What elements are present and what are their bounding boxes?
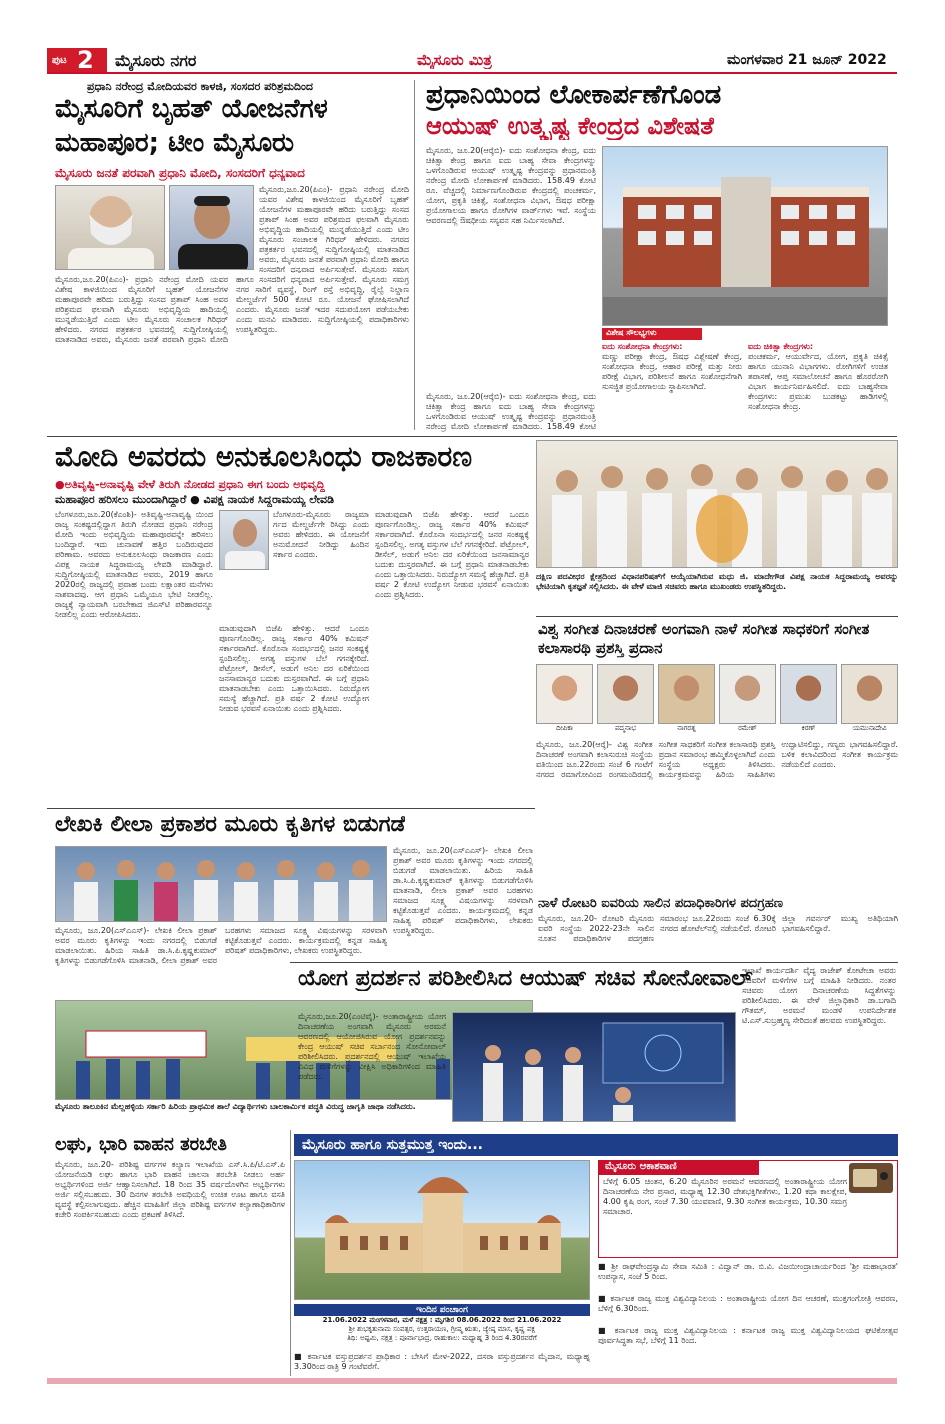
story-music-award [536,440,898,805]
story-subhead-line1: ●ಅತಿವೃಷ್ಟಿ-ಅನಾವೃಷ್ಟಿ ವೇಳೆ ತಿರುಗಿ ನೋಡದ ಪ್ರಧಾನಿ ಈಗ ಬಂದು ಅಭಿವೃದ್ಧಿ [55,478,325,491]
portrait-name: ರಮೇಶ್ [738,724,757,732]
portrait-card [780,664,837,738]
paper-name: ಮೈಸೂರು ಮಿತ್ರ [417,51,492,69]
story-vehicle-training [47,1134,287,1374]
portrait-strip [536,664,898,738]
person-illustration-icon [56,186,165,270]
mysore-palace-illustration-icon [295,1161,590,1300]
story-body: ಬೆಂಗಳೂರು,ಜೂ.20(ಕೆಎಂಶಿ)- ಅತಿವೃಷ್ಟಿ-ಅನಾವೃಷ್ಟಿ ಯಿಂದ ರಾಜ್ಯ ಸಂಕಷ್ಟದಲ್ಲಿದ್ದಾಗ ತಿರುಗಿ ನೋಡದ ಪ್ರಧಾನಿ ನರೇಂದ್ರ ಮೋದಿ ಇಂದು ಅಭಿವೃದ್ಧಿಯ ಮಹಾಪೂರವನ್ನೇ ಹರಿಸಲು ಬಂದಿದ್ದಾರೆ. ಇದು ಚುನಾವಣೆ ಹತ್ತಿರ ಬಂದಿರುವುದರ ಪರಿಣಾಮ. ಅವರದು ಅನುಕೂಲಸಿಂಧು ರಾಜಕಾರಣ ಎಂದು ವಿಪಕ್ಷ ನಾಯಕ ಸಿದ್ದರಾಮಯ್ಯ ಲೇವಡಿ ಮಾಡಿದ್ದಾರೆ. ಸುದ್ದಿಗೋಷ್ಠಿಯಲ್ಲಿ ಮಾತನಾಡಿದ ಅವರು, 2019 ಹಾಗೂ 2020ರಲ್ಲಿ ರಾಜ್ಯದಲ್ಲಿ ಪ್ರವಾಹ ಬಂದು ಲಕ್ಷಾಂತರ ಮನೆಗಳು ನಾಶವಾದವು. ಆಗ ಪ್ರಧಾನಿ ಒಮ್ಮೆಯೂ ಭೇಟಿ ನೀಡಲಿಲ್ಲ. ರಾಜ್ಯಕ್ಕೆ ನ್ಯಾಯವಾಗಿ ಬರಬೇಕಾದ ಜಿಎಸ್‍ಟಿ ಪರಿಹಾರವನ್ನೂ ನೀಡಲಿಲ್ಲ ಎಂದು ಆರೋಪಿಸಿದರು. [55,510,213,619]
portrait-name: ಪದ್ಮನಾಭ [614,724,637,732]
listings-section [294,1134,898,1374]
minister-photo [452,1012,736,1122]
photo-caption-label: ವಿಶೇಷ ಸೌಲಭ್ಯಗಳು [602,328,702,340]
side-box-treatment [748,342,888,432]
side-title: ಐದು ಸಂಶೋಧನಾ ಕೇಂದ್ರಗಳು: [602,342,683,351]
person-illustration-icon [170,186,254,270]
story-rotary [538,896,898,956]
book-release-photo [55,846,387,922]
story-mysuru-projects [47,80,412,435]
story-body: ಮೈಸೂರು, ಜೂ.20(ಎಸ್‍ಎಎಸ್)- ಲೇಖಕಿ ಲೀಲಾ ಪ್ರಕಾಶ್ ಅವರ ಮೂರು ಕೃತಿಗಳನ್ನು ಇಂದು ನಗರದಲ್ಲಿ ಬಿಡುಗಡೆ ಮಾಡಲಾಯಿತು. ಹಿರಿಯ ಸಾಹಿತಿ ಡಾ.ಸಿ.ಪಿ.ಕೃಷ್ಣಕುಮಾರ್ ಕೃತಿಗಳನ್ನು ಬಿಡುಗಡೆಗೊಳಿಸಿ ಮಾತನಾಡಿ, ಲೀಲಾ ಪ್ರಕಾಶ್ ಅವರ ಬರಹಗಳು ಸಮಾಜದ ಸೂಕ್ಷ್ಮ ವಿಷಯಗಳನ್ನು ಸರಳವಾಗಿ ಕಟ್ಟಿಕೊಡುತ್ತವೆ ಎಂದರು. ಕಾರ್ಯಕ್ರಮದಲ್ಲಿ ಕನ್ನಡ ಸಾಹಿತ್ಯ ಪರಿಷತ್ ಪದಾಧಿಕಾರಿಗಳು, ಲೇಖಕರು ಉಪಸ್ಥಿತರಿದ್ದರು. [393,846,533,935]
portrait-card [719,664,776,738]
story-body-left: ಮೈಸೂರು,ಜೂ.20(ಎಂಟಿವೈ)- ಅಂತಾರಾಷ್ಟ್ರೀಯ ಯೋಗ ದಿನಾಚರಣೆಯ ಅಂಗವಾಗಿ ಮೈಸೂರು ಅರಮನೆ ಆವರಣದಲ್ಲಿ ಆಯೋಜಿಸಿರುವ ಯೋಗ ಪ್ರದರ್ಶನವನ್ನು ಕೇಂದ್ರ ಆಯುಷ್ ಸಚಿವ ಸರ್ಬಾನಂದ ಸೋನೋವಾಲ್ ಪರಿಶೀಲಿಸಿದರು. ಪ್ರದರ್ಶನದಲ್ಲಿ ಆಯುಷ್ ಇಲಾಖೆಯ ವಿವಿಧ ಮಳಿಗೆಗಳನ್ನು ವೀಕ್ಷಿಸಿ ಅಧಿಕಾರಿಗಳಿಂದ ಮಾಹಿತಿ ಪಡೆದರು. [298,1012,446,1081]
story-subhead-line2: ಮಹಾಪೂರ ಹರಿಸಲು ಮುಂದಾಗಿದ್ದಾರೆ ● ವಿಪಕ್ಷ ನಾಯಕ ಸಿದ್ದರಾಮಯ್ಯ ಲೇವಡಿ [55,493,334,506]
story-ayush-centre [418,80,898,435]
radio-body: ಬೆಳಿಗ್ಗೆ 6.05 ಚಿಂತನ, 6.20 ಮೈಸೂರಿನ ಅರಮನೆ ಆವರಣದಲ್ಲಿ ಅಂತಾರಾಷ್ಟ್ರೀಯ ಯೋಗ ದಿನಾಚರಣೆಯ ನೇರ ಪ್ರಸಾರ, ಮಧ್ಯಾಹ್ನ 12.30 ದೇಶಭಕ್ತಿಗೀತೆಗಳು, 1.20 ಕಥಾ ಕಾಲಕ್ಷೇಪ, 4.00 ಕೃಷಿ ರಂಗ, ಸಂಜೆ 7.30 ಯುವವಾಣಿ, 9.30 ಸಂಗೀತ ಕಾರ್ಯಕ್ರಮ, 10.30 ಸಮಗ್ರ ಸಮಾಚಾರ. [603,1177,847,1216]
story-body: ಮೈಸೂರು,ಜೂ.20(ಪಿಎಂ)- ಪ್ರಧಾನಿ ನರೇಂದ್ರ ಮೋದಿ ಯವರ ವಿಶೇಷ ಕಾಳಜಿಯಿಂದ ಮೈಸೂರಿಗೆ ಬೃಹತ್ ಯೋಜನೆಗಳ ಮಹಾಪೂರವೇ ಹರಿದು ಬರುತ್ತಿದ್ದು ಸಂಸದ ಪ್ರತಾಪ್ ಸಿಂಹ ಅವರ ಪರಿಶ್ರಮದ ಫಲವಾಗಿ ಮೈಸೂರು ಅಭಿವೃದ್ಧಿಯ ಹಾದಿಯಲ್ಲಿ ಮುನ್ನಡೆಯುತ್ತಿದೆ ಎಂದು ಟೀಂ ಮೈಸೂರು ಸಂಚಾಲಕ ಗಿರಿಧರ್ ಹೇಳಿದರು. ನಗರದ ಪತ್ರಕರ್ತರ ಭವನದಲ್ಲಿ ಸುದ್ದಿಗೋಷ್ಠಿಯಲ್ಲಿ ಮಾತನಾಡಿದ ಅವರು, ಮೈಸೂರು ಜನತೆ ಪರವಾಗಿ ಪ್ರಧಾನಿ ಮೋದಿ ಹಾಗೂ ಸಂಸದರಿಗೆ ಧನ್ಯವಾದ ಅರ್ಪಿಸುತ್ತೇವೆ. ಮೈಸೂರು ಸಮಗ್ರ [259,185,409,273]
story-body-cont: ಮೈಸೂರು,ಜೂ.20(ಪಿಎಂ)- ಪ್ರಧಾನಿ ನರೇಂದ್ರ ಮೋದಿ ಯವರ ವಿಶೇಷ ಕಾಳಜಿಯಿಂದ ಮೈಸೂರಿಗೆ ಬೃಹತ್ ಯೋಜನೆಗಳ ಮಹಾಪೂರವೇ ಹರಿದು ಬರುತ್ತಿದ್ದು ಸಂಸದ ಪ್ರತಾಪ್ ಸಿಂಹ ಅವರ ಪರಿಶ್ರಮದ ಫಲವಾಗಿ ಮೈಸೂರು ಅಭಿವೃದ್ಧಿಯ ಹಾದಿಯಲ್ಲಿ ಮುನ್ನಡೆಯುತ್ತಿದೆ ಎಂದು ಟೀಂ ಮೈಸೂರು ಸಂಚಾಲಕ ಗಿರಿಧರ್ ಹೇಳಿದರು. ನಗರದ ಪತ್ರಕರ್ತರ ಭವನದಲ್ಲಿ ಸುದ್ದಿಗೋಷ್ಠಿಯಲ್ಲಿ ಮಾತನಾಡಿದ ಅವರು, ಮೈಸೂರು ಜನತೆ ಪರವಾಗಿ ಪ್ರಧಾನಿ ಮೋದಿ ಹಾಗೂ ಸಂಸದರಿಗೆ ಧನ್ಯವಾದ ಅರ್ಪಿಸುತ್ತೇವೆ. ಮೈಸೂರು ಸಮಗ್ರ ನಗರ ಸಾರಿಗೆ ವ್ಯವಸ್ಥೆ, ರಿಂಗ್ ರಸ್ತೆ ಅಭಿವೃದ್ಧಿ, ರೈಲ್ವೆ ನಿಲ್ದಾಣ ಮೇಲ್ದರ್ಜೆಗೆ 500 ಕೋಟಿ ರೂ. ಯೋಜನೆ ಘೋಷಿಸಲಾಗಿದೆ ಎಂದರು. ಮೈಸೂರು ಜನತೆ ಇದರ ಸದುಪಯೋಗ ಪಡೆಯಬೇಕು ಎಂದು ಮನವಿ ಮಾಡಿದರು. ಸುದ್ದಿಗೋಷ್ಠಿಯಲ್ಲಿ ಪದಾಧಿಕಾರಿಗಳು ಉಪಸ್ಥಿತರಿದ್ದರು. [55,275,409,344]
story-kicker: ಪ್ರಧಾನಿ ನರೇಂದ್ರ ಮೋದಿಯವರ ಕಾಳಜಿ, ಸಂಸದರ ಪರಿಶ್ರಮದಿಂದ [87,80,314,93]
portrait-photo [719,664,776,724]
side-title: ಐದು ಚಿಕಿತ್ಸಾ ಕೇಂದ್ರಗಳು: [748,342,814,351]
story-yoga-exhibition [290,966,898,1126]
story-body: ಮೈಸೂರು, ಜೂ.20- ಪರಿಶಿಷ್ಟ ವರ್ಗಗಳ ಕಲ್ಯಾಣ ಇಲಾಖೆಯ ಎಸ್.ಸಿ.ಪಿ/ಟಿ.ಎಸ್.ಪಿ ಯೋಜನೆಯಡಿ ಲಘು ಹಾಗೂ ಭಾರಿ ವಾಹನ ಚಾಲನಾ ತರಬೇತಿ ನೀಡಲು ಅರ್ಹ ಅಭ್ಯರ್ಥಿಗಳಿಂದ ಅರ್ಜಿ ಆಹ್ವಾನಿಸಲಾಗಿದೆ. 18 ರಿಂದ 35 ವರ್ಷದೊಳಗಿನ ಅಭ್ಯರ್ಥಿಗಳು ಅರ್ಜಿ ಸಲ್ಲಿಸಬಹುದು. 30 ದಿನಗಳ ತರಬೇತಿ ಅವಧಿಯಲ್ಲಿ ಉಚಿತ ಊಟ ಹಾಗೂ ವಸತಿ ವ್ಯವಸ್ಥೆ ಕಲ್ಪಿಸಲಾಗುವುದು. ಹೆಚ್ಚಿನ ಮಾಹಿತಿಗೆ ಜಿಲ್ಲಾ ಪರಿಶಿಷ್ಟ ವರ್ಗಗಳ ಕಲ್ಯಾಣಾಧಿಕಾರಿಗಳ ಕಚೇರಿ ಸಂಪರ್ಕಿಸಬಹುದು ಎಂದು ಪ್ರಕಟಣೆ ತಿಳಿಸಿದೆ. [55,1160,285,1219]
palace-photo [294,1160,590,1300]
listing-item: ■ ಕರ್ನಾಟಕ ರಾಜ್ಯ ಮುಕ್ತ ವಿಶ್ವವಿದ್ಯಾನಿಲಯ : ಅಂತಾರಾಷ್ಟ್ರೀಯ ಯೋಗ ದಿನ ಆಚರಣೆ, ಮುಕ್ತಗಂಗೋತ್ರಿ ಆವರಣ, ಬೆಳಿಗ್ಗೆ 6.30ರಿಂದ. [598,1294,898,1313]
inset-box [219,510,369,620]
radio-title: ಮೈಸೂರು ಆಕಾಶವಾಣಿ [599,1161,759,1175]
page-number: 2 [77,46,94,74]
story-headline: ಮೋದಿ ಅವರದು ಅನುಕೂಲಸಿಂಧು ರಾಜಕಾರಣ [55,440,473,473]
story-headline-line2: ಮಹಾಪೂರ; ಟೀಂ ಮೈಸೂರು [55,128,295,158]
panchanga-line2: ಶ್ರೀ ಶುಭಕೃತುನಾಮ ಸಂವತ್ಸರ, ಉತ್ತರಾಯಣ, ಗ್ರೀಷ್ಮ ಋತು, ಜ್ಯೇಷ್ಠ ಮಾಸ, ಕೃಷ್ಣ ಪಕ್ಷ [348,1325,536,1333]
side-body: ಪಂಚಕರ್ಮ, ಆಯುರ್ವೇದ, ಯೋಗ, ಪ್ರಕೃತಿ ಚಿಕಿತ್ಸೆ ಹಾಗೂ ಯುನಾನಿ ವಿಭಾಗಗಳು. ರೋಗಿಗಳಿಗೆ ಉಚಿತ ತಪಾಸಣೆ, ಆಪ್ತ ಸಮಾಲೋಚನೆ ಹಾಗೂ ಹೊರರೋಗಿ ವಿಭಾಗ ಕಾರ್ಯನಿರ್ವಹಿಸಲಿದೆ. ಐದು ಬಾಹ್ಯಸೇವಾ ಕೇಂದ್ರಗಳು: ಪ್ರಮುಖ ಬುಡಕಟ್ಟು ಹಾಡಿಗಳಲ್ಲಿ ಸಂಶೋಧನಾ ಕೇಂದ್ರ. [748,352,888,411]
story-headline: ವಿಶ್ವ ಸಂಗೀತ ದಿನಾಚರಣೆ ಅಂಗವಾಗಿ ನಾಳೆ ಸಂಗೀತ ಸಾಧಕರಿಗೆ ಸಂಗೀತ ಕಲಾಸಾರಥಿ ಪ್ರಶಸ್ತಿ ಪ್ರದಾನ [538,620,870,657]
story-body-cont: ಮಾಡುವುದಾಗಿ ಬಿಜೆಪಿ ಹೇಳಿತ್ತು. ಆದರೆ ಒಂದೂ ಪೂರ್ಣಗೊಂಡಿಲ್ಲ. ರಾಜ್ಯ ಸರ್ಕಾರ 40% ಕಮಿಷನ್ ಸರ್ಕಾರವಾಗಿದೆ. ಕೊರೊನಾ ಸಂದರ್ಭದಲ್ಲಿ ಜನರ ಸಂಕಷ್ಟಕ್ಕೆ ಸ್ಪಂದಿಸಲಿಲ್ಲ. ಅಗತ್ಯ ವಸ್ತುಗಳ ಬೆಲೆ ಗಗನಕ್ಕೇರಿದೆ. ಪೆಟ್ರೋಲ್, ಡೀಸೆಲ್, ಅಡುಗೆ ಅನಿಲ ದರ ಏರಿಕೆಯಿಂದ ಜನಸಾಮಾನ್ಯರ ಬದುಕು ದುಸ್ತರವಾಗಿದೆ. ಈ ಬಗ್ಗೆ ಪ್ರಧಾನಿ ಮಾತನಾಡಬೇಕು ಎಂದು ಒತ್ತಾಯಿಸಿದರು. ನಿರುದ್ಯೋಗ ಸಮಸ್ಯೆ ಹೆಚ್ಚಾಗಿದೆ. ಪ್ರತಿ ವರ್ಷ 2 ಕೋಟಿ ಉದ್ಯೋಗ ನೀಡುವ ಭರವಸೆ ಏನಾಯಿತು ಎಂದು ಪ್ರಶ್ನಿಸಿದರು. [219,624,369,713]
listing-item: ■ ಶ್ರೀ ರಾಘವೇಂದ್ರಸ್ವಾಮಿ ಸೇವಾ ಸಮಿತಿ : ವಿದ್ವಾನ್ ಡಾ. ಬಿ.ವಿ. ವಿಜಯೀಂದ್ರಾಚಾರ್ಯರಿಂದ 'ಶ್ರೀ ಮಹಾಭಾರತ' ಉಪನ್ಯಾಸ, ಸಂಜೆ 5 ರಿಂದ. [598,1262,898,1281]
story-body-col3: ಮಾಡುವುದಾಗಿ ಬಿಜೆಪಿ ಹೇಳಿತ್ತು. ಆದರೆ ಒಂದೂ ಪೂರ್ಣಗೊಂಡಿಲ್ಲ. ರಾಜ್ಯ ಸರ್ಕಾರ 40% ಕಮಿಷನ್ ಸರ್ಕಾರವಾಗಿದೆ. ಕೊರೊನಾ ಸಂದರ್ಭದಲ್ಲಿ ಜನರ ಸಂಕಷ್ಟಕ್ಕೆ ಸ್ಪಂದಿಸಲಿಲ್ಲ. ಅಗತ್ಯ ವಸ್ತುಗಳ ಬೆಲೆ ಗಗನಕ್ಕೇರಿದೆ. ಪೆಟ್ರೋಲ್, ಡೀಸೆಲ್, ಅಡುಗೆ ಅನಿಲ ದರ ಏರಿಕೆಯಿಂದ ಜನಸಾಮಾನ್ಯರ ಬದುಕು ದುಸ್ತರವಾಗಿದೆ. ಈ ಬಗ್ಗೆ ಪ್ರಧಾನಿ ಮಾತನಾಡಬೇಕು ಎಂದು ಒತ್ತಾಯಿಸಿದರು. ನಿರುದ್ಯೋಗ ಸಮಸ್ಯೆ ಹೆಚ್ಚಾಗಿದೆ. ಪ್ರತಿ ವರ್ಷ 2 ಕೋಟಿ ಉದ್ಯೋಗ ನೀಡುವ ಭರವಸೆ ಏನಾಯಿತು ಎಂದು ಪ್ರಶ್ನಿಸಿದರು. [375,510,529,599]
portrait-photo [597,664,654,724]
crowd-illustration-icon [537,441,898,568]
story-siddaramaiah [47,440,532,805]
page-label: ಪುಟ [52,55,67,66]
event-listing: ■ ಕರ್ನಾಟಕ ವಸ್ತುಪ್ರದರ್ಶನ ಪ್ರಾಧಿಕಾರ : ಬೇಸಿಗೆ ಮೇಳ-2022, ದಸರಾ ವಸ್ತುಪ್ರದರ್ಶನ ಮೈದಾನ, ಮಧ್ಯಾಹ್ನ 3.30ರಿಂದ ರಾತ್ರಿ 9 ಗಂಟೆವರೆಗೆ. [294,1352,590,1371]
story-headline-line2: ಆಯುಷ್ ಉತ್ಕೃಷ್ಟ ಕೇಂದ್ರದ ವಿಶೇಷತೆ [426,112,715,140]
story-subhead: ಮೈಸೂರು ಜನತೆ ಪರವಾಗಿ ಪ್ರಧಾನಿ ಮೋದಿ, ಸಂಸದರಿಗೆ ಧನ್ಯವಾದ [55,166,305,180]
panchanga-title: ಇಂದಿನ ಪಂಚಾಂಗ [294,1304,590,1316]
mp-photo [169,185,254,270]
section-divider [290,962,898,963]
group-photo [536,440,898,568]
portrait-name: ದೀಪಿಕಾ [556,724,573,732]
issue-date: ಮಂಗಳವಾರ 21 ಜೂನ್ 2022 [727,52,887,68]
section-name: ಮೈಸೂರು ನಗರ [115,51,197,70]
exhibition-illustration-icon [453,1013,736,1122]
person-illustration-icon [220,511,269,570]
section-divider [47,436,897,437]
column-divider [290,1130,291,1376]
radio-icon [849,1163,893,1193]
story-body: ಮೈಸೂರು, ಜೂ.20(ಆರ್‍ಕೆ)- ವಿಶ್ವ ಸಂಗೀತ ದಿನಾಚರಣೆ ಅಂಗವಾಗಿ ಕಲಾಸುರುಚಿ ಸಂಸ್ಥೆಯ ವತಿಯಿಂದ ಜೂ.22ರಂದು ಸಂಜೆ 6 ಗಂಟೆಗೆ ನಗರದ ರಮಾಗೋವಿಂದ ರಂಗಮಂದಿರದಲ್ಲಿ ಸಂಗೀತ ಸಾಧಕರಿಗೆ ಸಂಗೀತ ಕಲಾಸಾರಥಿ ಪ್ರಶಸ್ತಿ ಪ್ರದಾನ ಸಮಾರಂಭ ಹಮ್ಮಿಕೊಳ್ಳಲಾಗಿದೆ ಎಂದು ಸಂಸ್ಥೆಯ ಅಧ್ಯಕ್ಷರು ತಿಳಿಸಿದರು. ಕಾರ್ಯಕ್ರಮವನ್ನು ಹಿರಿಯ ಸಾಹಿತಿಗಳು ಉದ್ಘಾಟಿಸಲಿದ್ದು, ಗಣ್ಯರು ಭಾಗವಹಿಸಲಿದ್ದಾರೆ. ಬಳಿಕ ಕಲಾವಿದರಿಂದ ಸಂಗೀತ ಕಾರ್ಯಕ್ರಮ ನಡೆಯಲಿದೆ ಎಂದರು. [536,740,898,779]
story-headline: ಯೋಗ ಪ್ರದರ್ಶನ ಪರಿಶೀಲಿಸಿದ ಆಯುಷ್ ಸಚಿವ ಸೋನೋವಾಲ್ [298,966,753,991]
listings-banner: ಮೈಸೂರು ಹಾಗೂ ಸುತ್ತಮುತ್ತ ಇಂದು... [294,1134,898,1156]
panchanga-line3: ತಿಥಿ: ಅಷ್ಟಮಿ, ನಕ್ಷತ್ರ : ಪೂರ್ವಾಭಾದ್ರ, ರಾಹುಕಾಲ: ಮಧ್ಯಾಹ್ನ 3 ರಿಂದ 4.30ರವರೆಗೆ [347,1334,537,1342]
story-headline: ನಾಳೆ ರೋಟರಿ ಐವರಿಯ ಸಾಲಿನ ಪದಾಧಿಕಾರಿಗಳ ಪದಗ್ರಹಣ [538,896,784,911]
portrait-card [658,664,715,738]
listing-item: ■ ಕರ್ನಾಟಕ ರಾಜ್ಯ ಮುಕ್ತ ವಿಶ್ವವಿದ್ಯಾನಿಲಯ : ಕರ್ನಾಟಕ ರಾಜ್ಯ ಮುಕ್ತ ವಿಶ್ವವಿದ್ಯಾನಿಲಯದ ಘಟಿಕೋತ್ಸವ ಪೂರ್ವಸಿದ್ಧತಾ ಸಭೆ, ಬೆಳಿಗ್ಗೆ 11 ರಿಂದ. [598,1326,898,1345]
photo-caption: ಮೈಸೂರು ತಾಲೂಕಿನ ಮೆಲ್ಲಹಳ್ಳಿಯ ಸರ್ಕಾರಿ ಹಿರಿಯ ಪ್ರಾಥಮಿಕ ಶಾಲೆ ವಿದ್ಯಾರ್ಥಿಗಳು ಬಾಲಕಾರ್ಮಿಕ ಪದ್ಧತಿ ವಿರುದ್ಧ ಜಾಗೃತಿ ಜಾಥಾ ನಡೆಸಿದರು. [55,1102,416,1111]
modi-photo [55,185,165,270]
ayush-building-photo [602,146,888,326]
side-box-research [602,342,742,432]
story-body-cont: ಮೈಸೂರು, ಜೂ.20(ಆರ್‍ಕೆಬಿ)- ಐದು ಸಂಶೋಧನಾ ಕೇಂದ್ರ, ಐದು ಚಿಕಿತ್ಸಾ ಕೇಂದ್ರ ಹಾಗೂ ಐದು ಬಾಹ್ಯ ಸೇವಾ ಕೇಂದ್ರಗಳನ್ನು ಒಳಗೊಂಡಿರುವ ಆಯುಷ್ ಉತ್ಕೃಷ್ಟ ಕೇಂದ್ರವನ್ನು ಪ್ರಧಾನಮಂತ್ರಿ ನರೇಂದ್ರ ಮೋದಿ ಲೋಕಾರ್ಪಣೆ ಮಾಡಿದರು. 158.49 ಕೋಟಿ [426,392,596,431]
page-number-box [47,48,107,72]
panchanga-box [294,1304,590,1350]
inset-body: ಬೆಂಗಳೂರು-ಮೈಸೂರು ರಾಜ್ಯಮಾ ರ್ಗದ ಮೇಲ್ದರ್ಜೆಗೇ ರಿಸಿದ್ದು ಎಂದು ಅವರು ಹೇಳಿದರು. ಈ ಯೋಜನೆಗೆ ಅನುಮೋದನೆ ನೀಡಿದ್ದು ಹಿಂದಿನ ಸರ್ಕಾರ ಎಂದರು. [273,510,369,559]
story-body: ಮೈಸೂರು, ಜೂ.20- ರೋಟರಿ ಮೈಸೂರು ಐವರಿ ಸಂಸ್ಥೆಯ 2022-23ನೇ ಸಾಲಿನ ನೂತನ ಪದಾಧಿಕಾರಿಗಳ ಪದಗ್ರಹಣ ಸಮಾರಂಭ ಜೂ.22ರಂದು ಸಂಜೆ 6.30ಕ್ಕೆ ನಗರದ ಹೋಟೆಲ್‍ನಲ್ಲಿ ನಡೆಯಲಿದೆ. ರೋಟರಿ ಜಿಲ್ಲಾ ಗವರ್ನರ್ ಮುಖ್ಯ ಅತಿಥಿಯಾಗಿ ಭಾಗವಹಿಸಲಿದ್ದಾರೆ. [538,914,898,943]
story-headline-line1: ಪ್ರಧಾನಿಯಿಂದ ಲೋಕಾರ್ಪಣೆಗೊಂಡ [426,80,722,110]
section-divider [47,808,535,809]
people-illustration-icon [56,847,387,922]
portrait-name: ಕಿರಣ್ [801,724,816,732]
divider [536,616,898,617]
story-headline: ಲಘು, ಭಾರಿ ವಾಹನ ತರಬೇತಿ [55,1134,227,1155]
portrait-photo [780,664,837,724]
portrait-photo [841,664,898,724]
portrait-photo [658,664,715,724]
story-body-cont: ಮೈಸೂರು, ಜೂ.20(ಎಸ್‍ಎಎಸ್)- ಲೇಖಕಿ ಲೀಲಾ ಪ್ರಕಾಶ್ ಅವರ ಮೂರು ಕೃತಿಗಳನ್ನು ಇಂದು ನಗರದಲ್ಲಿ ಬಿಡುಗಡೆ ಮಾಡಲಾಯಿತು. ಹಿರಿಯ ಸಾಹಿತಿ ಡಾ.ಸಿ.ಪಿ.ಕೃಷ್ಣಕುಮಾರ್ ಕೃತಿಗಳನ್ನು ಬಿಡುಗಡೆಗೊಳಿಸಿ ಮಾತನಾಡಿ, ಲೀಲಾ ಪ್ರಕಾಶ್ ಅವರ ಬರಹಗಳು ಸಮಾಜದ ಸೂಕ್ಷ್ಮ ವಿಷಯಗಳನ್ನು ಸರಳವಾಗಿ ಕಟ್ಟಿಕೊಡುತ್ತವೆ ಎಂದರು. ಕಾರ್ಯಕ್ರಮದಲ್ಲಿ ಕನ್ನಡ ಸಾಹಿತ್ಯ ಪರಿಷತ್ ಪದಾಧಿಕಾರಿಗಳು, ಲೇಖಕರು ಉಪಸ್ಥಿತರಿದ್ದರು. [55,926,387,965]
photo-caption: ದಕ್ಷಿಣ ಪದವೀಧರ ಕ್ಷೇತ್ರದಿಂದ ವಿಧಾನಪರಿಷತ್‍ಗೆ ಆಯ್ಕೆಯಾಗಿರುವ ಮಧು ಜಿ. ಮಾದೇಗೌಡ ವಿಪಕ್ಷ ನಾಯಕ ಸಿದ್ದರಾಮಯ್ಯ ಅವರನ್ನು ಭೇಟಿಯಾಗಿ ಕೃತಜ್ಞತೆ ಸಲ್ಲಿಸಿದರು. ಈ ವೇಳೆ ಮಾಜಿ ಸಚಿವರು ಹಾಗೂ ಮುಖಂಡರು ಉಪಸ್ಥಿತರಿದ್ದರು. [536,572,898,591]
story-body: ಮೈಸೂರು, ಜೂ.20(ಆರ್‍ಕೆಬಿ)- ಐದು ಸಂಶೋಧನಾ ಕೇಂದ್ರ, ಐದು ಚಿಕಿತ್ಸಾ ಕೇಂದ್ರ ಹಾಗೂ ಐದು ಬಾಹ್ಯ ಸೇವಾ ಕೇಂದ್ರಗಳನ್ನು ಒಳಗೊಂಡಿರುವ ಆಯುಷ್ ಉತ್ಕೃಷ್ಟ ಕೇಂದ್ರವನ್ನು ಪ್ರಧಾನಮಂತ್ರಿ ನರೇಂದ್ರ ಮೋದಿ ಲೋಕಾರ್ಪಣೆ ಮಾಡಿದರು. 158.49 ಕೋಟಿ ರೂ. ವೆಚ್ಚದಲ್ಲಿ ನಿರ್ಮಾಣಗೊಂಡಿರುವ ಕೇಂದ್ರದಲ್ಲಿ ಪಂಚಕರ್ಮ, ಯೋಗ, ಪ್ರಕೃತಿ ಚಿಕಿತ್ಸೆ, ಸಂಶೋಧನಾ ವಿಭಾಗ, ಔಷಧ ಪರೀಕ್ಷಾ ಪ್ರಯೋಗಾಲಯ ಹಾಗೂ ರೋಗಿಗಳ ವಾರ್ಡ್‌ಗಳು ಇವೆ. ಸಂಸ್ಥೆಯ ಆವರಣದಲ್ಲಿ ಔಷಧೀಯ ಸಸ್ಯವನ ಸಹ ನಿರ್ಮಿಸಲಾಗಿದೆ. [426,146,596,225]
portrait-photo [536,664,593,724]
side-body: ಮಣ್ಣು ಪರೀಕ್ಷಾ ಕೇಂದ್ರ, ಔಷಧ ವಿಶ್ಲೇಷಣೆ ಕೇಂದ್ರ, ಸಂಶೋಧನಾ ಕೇಂದ್ರ, ಆಹಾರ ಪರೀಕ್ಷೆ ಮತ್ತು ನೀರು ಪರೀಕ್ಷೆ ವಿಭಾಗ, ಪರಿಶೀಲನೆ ಹಾಗೂ ಸಂಶೋಧನೆಗಾಗಿ ಸುಸಜ್ಜಿತ ಪ್ರಯೋಗಾಲಯ ಸ್ಥಾಪಿಸಲಾಗಿದೆ. [602,352,742,391]
portrait-name: ನಾಗರತ್ನ [677,724,696,732]
masthead [47,48,897,74]
portrait-card [841,664,898,738]
building-illustration-icon [603,147,888,326]
panchanga-line1: 21.06.2022 ಮಂಗಳವಾರ, ಮಳೆ ನಕ್ಷತ್ರ : ಮೃಗಶಿರ 08.06.2022 ರಿಂದ 21.06.2022 [322,1316,562,1324]
siddaramaiah-photo [219,510,269,570]
bottom-bar [47,1378,897,1384]
portrait-name: ಯಮುನಾದೇವಿ [852,724,887,732]
column-divider [414,80,415,430]
radio-box [598,1160,898,1258]
story-headline-line1: ಮೈಸೂರಿಗೆ ಬೃಹತ್ ಯೋಜನೆಗಳ [55,94,328,124]
story-headline: ಲೇಖಕಿ ಲೀಲಾ ಪ್ರಕಾಶರ ಮೂರು ಕೃತಿಗಳ ಬಿಡುಗಡೆ [55,812,406,837]
portrait-card [536,664,593,738]
portrait-card [597,664,654,738]
story-body-right: ಇಲಾಖೆ ಕಾರ್ಯದರ್ಶಿ ವೈದ್ಯ ರಾಜೇಶ್ ಕೋಟೇಚಾ ಅವರು ಸಚಿವರಿಗೆ ಮಳಿಗೆಗಳ ಬಗ್ಗೆ ಮಾಹಿತಿ ನೀಡಿದರು. ನಂತರ ಸಚಿವರು ಯೋಗ ದಿನಾಚರಣೆಯ ಸಿದ್ಧತೆಗಳನ್ನು ಪರಿಶೀಲಿಸಿದರು. ಈ ವೇಳೆ ಜಿಲ್ಲಾಧಿಕಾರಿ ಡಾ.ಬಗಾದಿ ಗೌತಮ್, ಅರಮನೆ ಮಂಡಳಿ ಉಪನಿರ್ದೇಶಕ ಟಿ.ಎಸ್.ಸುಬ್ರಹ್ಮಣ್ಯ ಸೇರಿದಂತೆ ಹಲವರು ಉಪಸ್ಥಿತರಿದ್ದರು. [742,966,896,1025]
